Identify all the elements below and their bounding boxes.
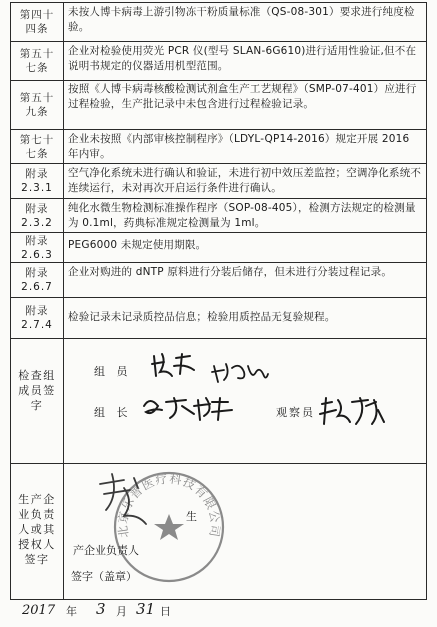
clause-cell: 附录 2.7.4 bbox=[21, 305, 53, 331]
table-border-right bbox=[426, 2, 427, 600]
finding-cell: 按照《人博卡病毒核酸检测试剂盒生产工艺规程》（SMP-07-401）应进行过程检验，生产批记录中未包含进行过程检验记录。 bbox=[68, 83, 417, 110]
finding-cell: PEG6000 未规定使用期限。 bbox=[68, 239, 207, 251]
finding-cell: 企业对检验使用荧光 PCR 仪(型号 SLAN-6G610)进行适用性验证,但不在说明书规定的仪器适用机型范围。 bbox=[68, 45, 417, 72]
finding-cell: 未按人博卡病毒上游引物冻干粉质量标准（QS-08-301）要求进行纯度检验。 bbox=[68, 6, 415, 33]
leader-signature bbox=[140, 392, 240, 424]
member-label: 组 员 bbox=[94, 365, 132, 378]
row-divider bbox=[10, 163, 427, 164]
date-month: 3 bbox=[96, 600, 106, 618]
row-divider bbox=[10, 129, 427, 130]
date-day: 31 bbox=[136, 600, 156, 618]
signature-stamp-label: 签字（盖章） bbox=[71, 570, 137, 583]
clause-cell: 附录 2.6.3 bbox=[21, 234, 53, 261]
date-month-unit: 月 bbox=[116, 605, 127, 618]
column-divider bbox=[63, 2, 64, 600]
enterprise-signature bbox=[94, 470, 154, 530]
row-divider bbox=[10, 198, 427, 199]
row-divider bbox=[10, 262, 427, 263]
leader-label: 组 长 bbox=[94, 406, 132, 419]
finding-cell: 空气净化系统未进行确认和验证，未进行初中效压差监控；空调净化系统不连续运行，未对再次开启运行条件进行确认。 bbox=[68, 167, 422, 194]
seal-overlay-character: 生 bbox=[186, 510, 197, 523]
inspection-team-label: 检查组成员签字 bbox=[18, 369, 56, 412]
observer-signature bbox=[318, 394, 388, 428]
finding-cell: 检验记录未记录质控品信息；检验用质控品无复验规程。 bbox=[68, 311, 336, 323]
date-year-unit: 年 bbox=[66, 605, 77, 618]
responsible-person-label: 产企业负责人 bbox=[73, 544, 139, 557]
table-border-top bbox=[10, 2, 427, 3]
enterprise-representative-label: 生产企业负责人或其授权人签字 bbox=[18, 493, 56, 566]
finding-cell: 纯化水微生物检测标准操作程序（SOP-08-405），检测方法规定的检测量为 0.1ml，药典标准规定检测量为 1ml。 bbox=[68, 202, 416, 229]
member-signature-2 bbox=[210, 358, 270, 386]
row-divider bbox=[10, 232, 427, 233]
clause-cell: 附录 2.6.7 bbox=[21, 267, 53, 293]
finding-cell: 企业未按照《内部审核控制程序》（LDYL-QP14-2016）规定开展 2016 年内审。 bbox=[68, 133, 410, 160]
clause-cell: 附录 2.3.2 bbox=[21, 202, 53, 229]
clause-cell: 第七十 七条 bbox=[19, 133, 55, 160]
date-day-unit: 日 bbox=[160, 605, 171, 618]
clause-cell: 第四十 四条 bbox=[19, 9, 55, 35]
seal-star-icon bbox=[154, 514, 184, 540]
clause-cell: 第五十 九条 bbox=[19, 92, 55, 118]
row-divider bbox=[10, 297, 427, 298]
row-divider bbox=[10, 463, 427, 464]
seal-text: 北京乐普医疗科技有限公司 bbox=[115, 471, 223, 539]
clause-cell: 附录 2.3.1 bbox=[21, 168, 53, 194]
table-border-bottom bbox=[10, 599, 427, 600]
row-divider bbox=[10, 338, 427, 339]
finding-cell: 企业对购进的 dNTP 原料进行分装后储存，但未进行分装过程记录。 bbox=[68, 266, 393, 278]
row-divider bbox=[10, 80, 427, 81]
date-year: 2017 bbox=[22, 603, 56, 618]
observer-label: 观察员 bbox=[276, 406, 315, 419]
clause-cell: 第五十 七条 bbox=[19, 48, 55, 74]
row-divider bbox=[10, 41, 427, 42]
